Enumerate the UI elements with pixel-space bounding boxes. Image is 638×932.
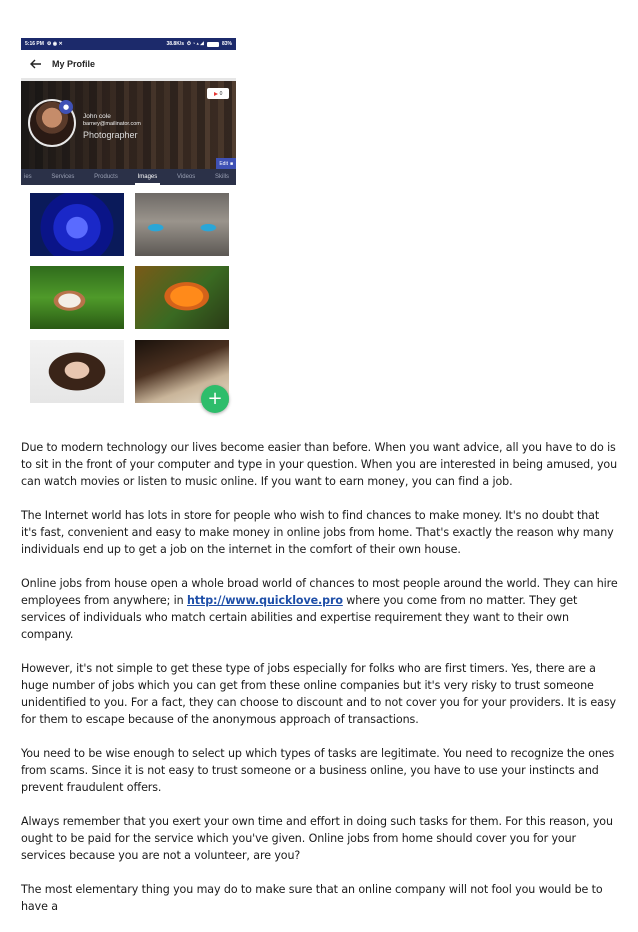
video-count: 0 [219, 90, 223, 97]
paragraph [21, 575, 618, 643]
status-time: 5:16 PM [25, 41, 44, 47]
plus-icon: + [207, 388, 223, 409]
paragraph-text: Online jobs from house open a whole broad world of chances to most people around the world. They can hire employees from anywhere; in [21, 577, 618, 607]
paragraph-text: where you come from no matter. They get services of individuals who match certain abilities and expertise requirement they want to their own company. [21, 594, 578, 641]
edit-cover-button[interactable] [216, 158, 236, 169]
image-portrait[interactable] [30, 340, 124, 403]
quicklove-link[interactable]: http://www.quicklove.pro [186, 594, 343, 607]
article-body [21, 439, 618, 932]
profile-name: John cole [83, 113, 111, 120]
paragraph: Always remember that you exert your own time and effort in doing such tasks for them. For this reason, you ought to be paid for the service which you've given. Online jobs from home should cover you for your services because you are not a volunteer, are you? [21, 815, 613, 862]
profile-cover [21, 81, 236, 169]
profile-info [83, 113, 141, 140]
image-cat[interactable] [135, 193, 229, 256]
battery-level: 83% [221, 41, 232, 47]
signal-icons: ⏱ ◔ ▴ ◢ [186, 41, 204, 47]
image-grid [21, 185, 236, 193]
profile-email: barney@mailinator.com [83, 121, 141, 127]
profile-title: Photographer [83, 130, 138, 140]
video-badge[interactable] [207, 88, 229, 99]
app-bar [21, 50, 236, 78]
profile-screenshot [21, 38, 236, 420]
tab-skills[interactable]: Skills [214, 174, 229, 180]
paragraph: You need to be wise enough to select up which types of tasks are legitimate. You need to recognize the ones from scams. Since it is not easy to trust someone or a business online, you have to use your instincts and prevent fraudulent offers. [21, 747, 615, 794]
edit-label: Edit [219, 160, 228, 167]
tab-reviews[interactable]: ies [24, 174, 32, 180]
tab-videos[interactable]: Videos [177, 174, 196, 180]
paragraph: However, it's not simple to get these type of jobs especially for folks who are first timers. Yes, there are a huge number of jobs which you can get from these online companies but it's very risky to trust someone unidentified to you. For a fact, they can choose to discount and to not cover you for your providers. It is easy for them to escape because of the anonymous approach of transactions. [21, 662, 616, 726]
network-speed: 38.8K/s [166, 41, 184, 47]
camera-icon: ■ [229, 160, 233, 167]
paragraph: The Internet world has lots in store for people who wish to find chances to make money. It's no doubt that it's fast, convenient and easy to make money in online jobs from home. That's exactly the reason why many individuals end up to get a job on the internet in the comfort of their own house. [21, 509, 614, 556]
tab-services[interactable]: Services [51, 174, 75, 180]
image-autumn-leaf[interactable] [135, 266, 229, 329]
paragraph: Due to modern technology our lives become easier than before. When you want advice, all you have to do is to sit in the front of your computer and type in your question. When you are interested in being amused, you can watch movies or listen to music online. If you want to earn money, you can find a job. [21, 441, 618, 488]
camera-icon[interactable]: ● [59, 100, 73, 114]
play-icon [214, 92, 218, 96]
notification-icons: ⚙ ◉ ✕ [46, 41, 63, 47]
tab-products[interactable]: Products [94, 174, 118, 180]
tab-images[interactable]: Images [135, 169, 161, 185]
profile-tabs [21, 169, 236, 185]
battery-icon [207, 42, 219, 47]
image-blue-rose[interactable] [30, 193, 124, 256]
page-title: My Profile [52, 59, 96, 69]
status-bar [21, 38, 236, 50]
paragraph: The most elementary thing you may do to make sure that an online company will not fool you would be to have a [21, 883, 603, 913]
arrow-left-icon[interactable] [30, 59, 42, 69]
add-image-button[interactable] [201, 385, 229, 413]
image-puppy[interactable] [30, 266, 124, 329]
